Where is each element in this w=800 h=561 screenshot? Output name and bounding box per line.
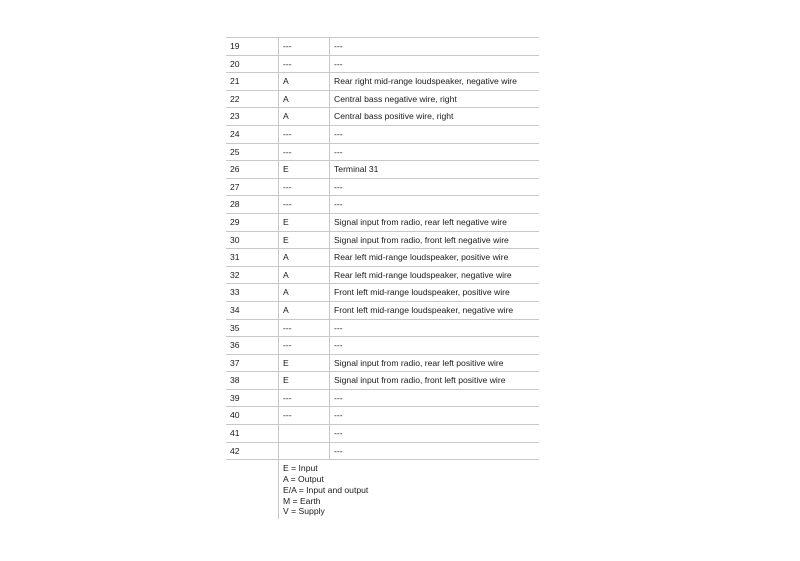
- signal-type-cell: [279, 425, 330, 443]
- description-cell: Central bass positive wire, right: [330, 108, 540, 126]
- signal-type-cell: E: [279, 231, 330, 249]
- pin-number-cell: 40: [226, 407, 279, 425]
- legend-entry: E/A = Input and output: [283, 484, 369, 495]
- description-cell: Rear right mid-range loudspeaker, negative wire: [330, 73, 540, 91]
- description-cell: ---: [330, 125, 540, 143]
- description-cell: ---: [330, 55, 540, 73]
- signal-type-cell: E: [279, 372, 330, 390]
- table-row: [226, 108, 539, 126]
- pin-number-cell: 30: [226, 231, 279, 249]
- pin-number-cell: 27: [226, 178, 279, 196]
- pin-number-cell: 22: [226, 90, 279, 108]
- legend-entry: V = Supply: [283, 506, 325, 517]
- table-row: [226, 372, 539, 390]
- legend-empty-cell: [226, 460, 279, 519]
- description-cell: Terminal 31: [330, 161, 540, 179]
- pin-number-cell: 37: [226, 354, 279, 372]
- table-row: [226, 389, 539, 407]
- table-row: [226, 284, 539, 302]
- description-cell: ---: [330, 337, 540, 355]
- description-cell: Rear left mid-range loudspeaker, positive wire: [330, 249, 540, 267]
- table-row: [226, 38, 539, 56]
- pin-number-cell: 31: [226, 249, 279, 267]
- table-row: [226, 161, 539, 179]
- signal-type-cell: A: [279, 73, 330, 91]
- table-row: [226, 90, 539, 108]
- legend-entry: M = Earth: [283, 495, 321, 506]
- description-cell: Signal input from radio, front left positive wire: [330, 372, 540, 390]
- table-row: [226, 407, 539, 425]
- signal-type-cell: A: [279, 108, 330, 126]
- signal-type-cell: E: [279, 161, 330, 179]
- table-body: [226, 38, 539, 520]
- table-row: [226, 196, 539, 214]
- signal-type-cell: ---: [279, 337, 330, 355]
- signal-type-cell: ---: [279, 407, 330, 425]
- pin-number-cell: 32: [226, 266, 279, 284]
- pin-number-cell: 19: [226, 38, 279, 56]
- description-cell: ---: [330, 143, 540, 161]
- table-row: [226, 125, 539, 143]
- description-cell: Signal input from radio, rear left negative wire: [330, 213, 540, 231]
- signal-type-cell: ---: [279, 389, 330, 407]
- pin-number-cell: 39: [226, 389, 279, 407]
- table-row: [226, 266, 539, 284]
- table-row: [226, 442, 539, 460]
- table-row: [226, 249, 539, 267]
- description-cell: Signal input from radio, front left negative wire: [330, 231, 540, 249]
- pin-number-cell: 20: [226, 55, 279, 73]
- signal-type-cell: ---: [279, 143, 330, 161]
- description-cell: ---: [330, 407, 540, 425]
- table-row: [226, 178, 539, 196]
- legend-row: [226, 460, 539, 519]
- signal-type-cell: ---: [279, 319, 330, 337]
- description-cell: ---: [330, 389, 540, 407]
- legend-entry: A = Output: [283, 474, 324, 485]
- table-row: [226, 337, 539, 355]
- description-cell: Rear left mid-range loudspeaker, negative wire: [330, 266, 540, 284]
- pin-number-cell: 23: [226, 108, 279, 126]
- description-cell: ---: [330, 442, 540, 460]
- table-row: [226, 143, 539, 161]
- pin-number-cell: 29: [226, 213, 279, 231]
- signal-type-cell: A: [279, 90, 330, 108]
- description-cell: ---: [330, 425, 540, 443]
- signal-type-cell: ---: [279, 125, 330, 143]
- signal-type-cell: ---: [279, 196, 330, 214]
- description-cell: ---: [330, 196, 540, 214]
- description-cell: Signal input from radio, rear left positive wire: [330, 354, 540, 372]
- pin-assignment-table: [226, 37, 539, 519]
- pin-number-cell: 36: [226, 337, 279, 355]
- signal-type-cell: A: [279, 266, 330, 284]
- signal-type-cell: E: [279, 213, 330, 231]
- pin-number-cell: 26: [226, 161, 279, 179]
- signal-type-cell: E: [279, 354, 330, 372]
- description-cell: Front left mid-range loudspeaker, positive wire: [330, 284, 540, 302]
- table-row: [226, 354, 539, 372]
- signal-type-cell: A: [279, 301, 330, 319]
- table-row: [226, 55, 539, 73]
- pin-number-cell: 24: [226, 125, 279, 143]
- pin-number-cell: 34: [226, 301, 279, 319]
- description-cell: ---: [330, 319, 540, 337]
- table-row: [226, 73, 539, 91]
- signal-type-cell: ---: [279, 178, 330, 196]
- table-row: [226, 301, 539, 319]
- pin-number-cell: 42: [226, 442, 279, 460]
- signal-type-cell: ---: [279, 55, 330, 73]
- signal-type-cell: A: [279, 284, 330, 302]
- pin-number-cell: 35: [226, 319, 279, 337]
- signal-type-cell: ---: [279, 38, 330, 56]
- table-row: [226, 231, 539, 249]
- legend-entry: E = Input: [283, 463, 318, 474]
- table-row: [226, 213, 539, 231]
- signal-type-cell: A: [279, 249, 330, 267]
- signal-type-cell: [279, 442, 330, 460]
- description-cell: ---: [330, 38, 540, 56]
- pin-number-cell: 25: [226, 143, 279, 161]
- pin-number-cell: 33: [226, 284, 279, 302]
- table-row: [226, 425, 539, 443]
- description-cell: ---: [330, 178, 540, 196]
- pin-number-cell: 21: [226, 73, 279, 91]
- description-cell: Central bass negative wire, right: [330, 90, 540, 108]
- table-row: [226, 319, 539, 337]
- pin-number-cell: 28: [226, 196, 279, 214]
- pin-number-cell: 41: [226, 425, 279, 443]
- pin-number-cell: 38: [226, 372, 279, 390]
- description-cell: Front left mid-range loudspeaker, negative wire: [330, 301, 540, 319]
- legend-cell: [279, 460, 540, 519]
